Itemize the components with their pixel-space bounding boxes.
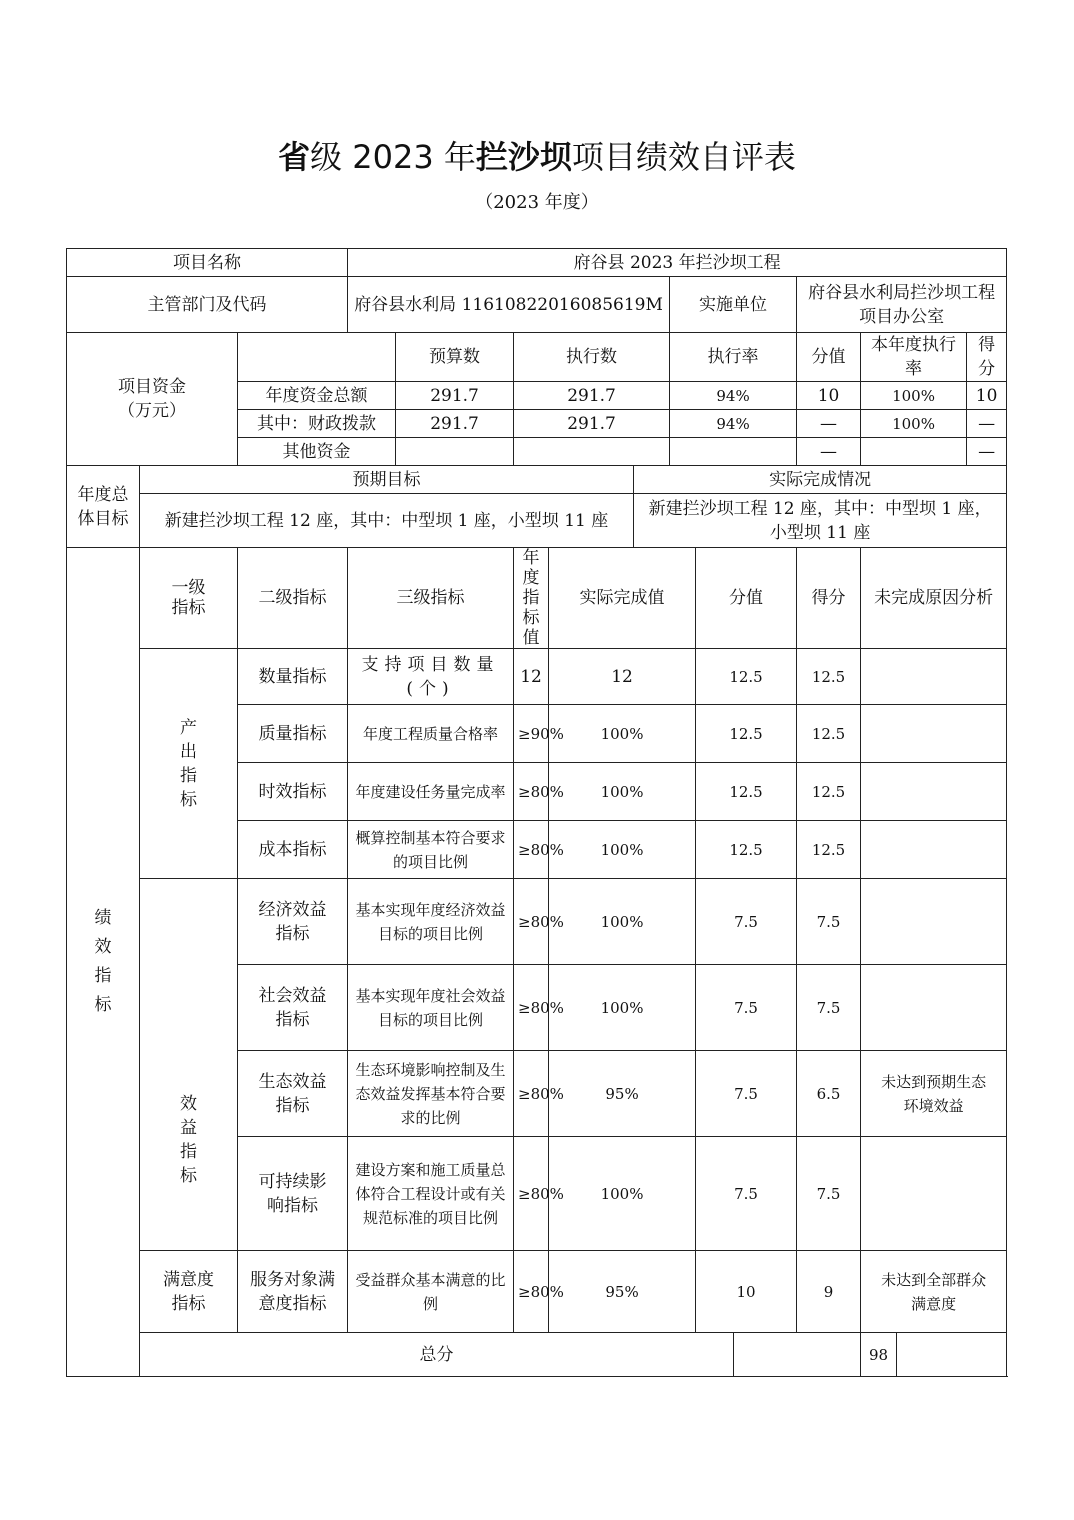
level2-cell: 生态效益指标 [238,1051,348,1137]
funds-row-rate [670,438,797,466]
page-subtitle: （2023 年度） [475,192,599,213]
level2-cell: 服务对象满意度指标 [238,1251,348,1333]
target-cell: ≥80% [514,1051,549,1137]
funds-label-line2: （万元） [118,401,186,421]
page-title [0,132,1074,178]
perf-row [67,649,1007,705]
score-cell: 7.5 [797,879,861,965]
reason-cell [861,965,1007,1051]
perf-row [67,1251,1007,1333]
level3-cell: 年度建设任务量完成率 [348,763,514,821]
satisfaction-indicator-label: 满意度指标 [140,1251,238,1333]
funds-row-weight: 10 [797,382,861,410]
title-part-3: 拦沙坝 [475,138,572,176]
perf-header-target: 年度指标值 [514,548,549,649]
perf-header-level3: 三级指标 [348,548,514,649]
output-indicator-label [140,649,238,879]
evaluation-table [66,248,1007,1377]
level3-cell: 建设方案和施工质量总体符合工程设计或有关规范标准的项目比例 [348,1137,514,1251]
reason-cell [861,1137,1007,1251]
funds-row-executed: 291.7 [514,410,670,438]
project-name-label: 项目名称 [67,249,348,277]
level3-cell: 支持项目数量(个) [348,649,514,705]
actual-cell: 12 [549,649,696,705]
level2-cell: 成本指标 [238,821,348,879]
reason-cell [861,649,1007,705]
perf-section-label-text: 绩效指标 [94,908,112,1015]
level2-cell: 时效指标 [238,763,348,821]
perf-header-reason: 未完成原因分析 [861,548,1007,649]
row-funds-header [67,333,1007,382]
level2-cell: 可持续影响指标 [238,1137,348,1251]
title-part-1: 省 [278,138,311,176]
actual-cell: 100% [549,705,696,763]
level3-cell: 生态环境影响控制及生态效益发挥基本符合要求的比例 [348,1051,514,1137]
actual-cell: 100% [549,965,696,1051]
funds-row-name: 其中：财政拨款 [238,410,396,438]
total-score: 98 [861,1333,897,1377]
weight-cell: 12.5 [696,705,797,763]
unit-label: 实施单位 [670,277,797,333]
target-cell: ≥80% [514,821,549,879]
output-indicator-text: 产出指标 [180,717,197,810]
title-part-2: 级 2023 年 [310,138,476,176]
actual-cell: 100% [549,763,696,821]
weight-cell: 7.5 [696,965,797,1051]
dept-value: 府谷县水利局 11610822016085619M [348,277,670,333]
level2-cell: 数量指标 [238,649,348,705]
total-label: 总分 [140,1333,734,1377]
funds-row-budget: 291.7 [396,410,514,438]
level3-cell: 基本实现年度社会效益目标的项目比例 [348,965,514,1051]
target-cell: ≥90% [514,705,549,763]
target-cell: ≥80% [514,1137,549,1251]
funds-row-year-rate [861,438,967,466]
funds-label-line1: 项目资金 [118,377,186,397]
perf-header-score: 得分 [797,548,861,649]
reason-cell [861,763,1007,821]
reason-cell: 未达到全部群众满意度 [861,1251,1007,1333]
target-cell: ≥80% [514,763,549,821]
funds-header-score: 得分 [967,333,1007,382]
level3-cell: 概算控制基本符合要求的项目比例 [348,821,514,879]
level2-cell: 质量指标 [238,705,348,763]
reason-cell [861,879,1007,965]
dept-label: 主管部门及代码 [67,277,348,333]
score-cell: 12.5 [797,705,861,763]
target-cell: 12 [514,649,549,705]
perf-header-weight: 分值 [696,548,797,649]
level3-cell: 受益群众基本满意的比例 [348,1251,514,1333]
score-cell: 12.5 [797,821,861,879]
reason-cell [861,705,1007,763]
funds-header-rate: 执行率 [670,333,797,382]
level2-cell: 经济效益指标 [238,879,348,965]
funds-header-executed: 执行数 [514,333,670,382]
funds-row-score: 10 [967,382,1007,410]
goals-expected: 新建拦沙坝工程 12 座，其中：中型坝 1 座，小型坝 11 座 [140,494,634,548]
weight-cell: 12.5 [696,763,797,821]
reason-cell: 未达到预期生态环境效益 [861,1051,1007,1137]
target-cell: ≥80% [514,965,549,1051]
level3-cell: 基本实现年度经济效益目标的项目比例 [348,879,514,965]
goals-actual-header: 实际完成情况 [634,466,1007,494]
funds-row-rate: 94% [670,410,797,438]
funds-header-blank [238,333,396,382]
row-department [67,277,1007,333]
weight-cell: 7.5 [696,1137,797,1251]
funds-row-score: — [967,438,1007,466]
reason-cell [861,821,1007,879]
project-name-value: 府谷县 2023 年拦沙坝工程 [348,249,1007,277]
funds-header-year-rate: 本年度执行率 [861,333,967,382]
effect-indicator-text: 效益指标 [180,1093,197,1186]
perf-row [67,879,1007,965]
score-cell: 12.5 [797,649,861,705]
goals-actual: 新建拦沙坝工程 12 座，其中：中型坝 1 座，小型坝 11 座 [634,494,1007,548]
level2-cell: 社会效益指标 [238,965,348,1051]
perf-header-level1: 一级指标 [140,548,238,649]
actual-cell: 95% [549,1251,696,1333]
goals-expected-header: 预期目标 [140,466,634,494]
unit-value: 府谷县水利局拦沙坝工程项目办公室 [797,277,1007,333]
actual-cell: 100% [549,821,696,879]
funds-header-budget: 预算数 [396,333,514,382]
score-cell: 12.5 [797,763,861,821]
funds-row-budget: 291.7 [396,382,514,410]
total-weight [734,1333,861,1377]
weight-cell: 7.5 [696,1051,797,1137]
actual-cell: 100% [549,1137,696,1251]
funds-row-name: 年度资金总额 [238,382,396,410]
row-project-name [67,249,1007,277]
goals-label: 年度总体目标 [67,466,140,548]
weight-cell: 12.5 [696,821,797,879]
row-goals-content [67,494,1007,548]
total-reason [897,1333,1007,1377]
funds-row-year-rate: 100% [861,382,967,410]
perf-header-level2: 二级指标 [238,548,348,649]
funds-label [67,333,238,466]
row-total [67,1333,1007,1377]
score-cell: 6.5 [797,1051,861,1137]
row-goals-header [67,466,1007,494]
funds-row-name: 其他资金 [238,438,396,466]
weight-cell: 7.5 [696,879,797,965]
funds-row-rate: 94% [670,382,797,410]
score-cell: 7.5 [797,965,861,1051]
score-cell: 7.5 [797,1137,861,1251]
funds-row-executed: 291.7 [514,382,670,410]
title-part-4: 项目绩效自评表 [571,138,796,176]
funds-row-score: — [967,410,1007,438]
actual-cell: 100% [549,879,696,965]
score-cell: 9 [797,1251,861,1333]
funds-row-year-rate: 100% [861,410,967,438]
level3-cell: 年度工程质量合格率 [348,705,514,763]
funds-header-weight: 分值 [797,333,861,382]
funds-row-weight: — [797,438,861,466]
row-perf-header [67,548,1007,649]
effect-indicator-label [140,879,238,1251]
perf-header-actual: 实际完成值 [549,548,696,649]
target-cell: ≥80% [514,1251,549,1333]
actual-cell: 95% [549,1051,696,1137]
weight-cell: 10 [696,1251,797,1333]
weight-cell: 12.5 [696,649,797,705]
funds-row-budget [396,438,514,466]
funds-row-weight: — [797,410,861,438]
perf-section-label [67,548,140,1377]
funds-row-executed [514,438,670,466]
target-cell: ≥80% [514,879,549,965]
